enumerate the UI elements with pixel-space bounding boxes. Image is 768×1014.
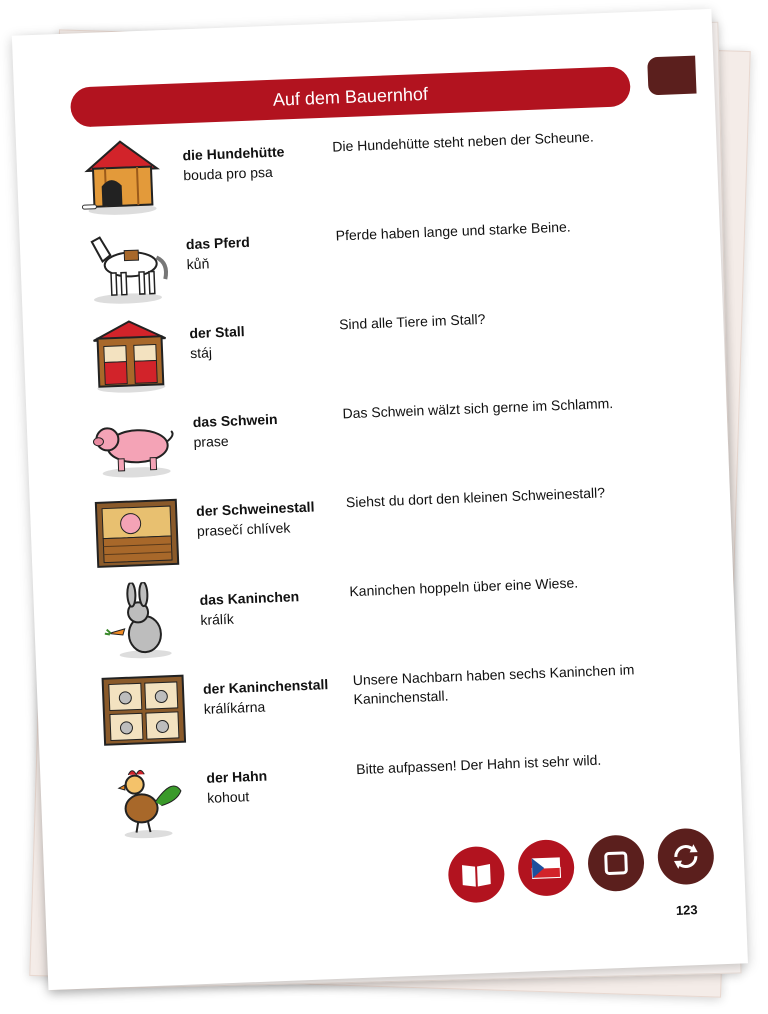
list-item [83, 294, 686, 397]
example-sentence: Bitte aufpassen! Der Hahn ist sehr wild. [355, 751, 602, 778]
action-buttons [447, 831, 729, 902]
czech-translation: prase [193, 432, 229, 451]
book-icon [447, 846, 505, 904]
czech-flag-icon [517, 839, 575, 897]
german-word: der Kaninchenstall [202, 676, 329, 697]
german-word: der Schweinestall [195, 498, 315, 520]
german-word: das Kaninchen [199, 588, 300, 608]
czech-translation: bouda pro psa [183, 163, 274, 184]
german-word: der Hahn [206, 767, 268, 786]
example-sentence: Sind alle Tiere im Stall? [338, 310, 486, 333]
pigsty-icon [90, 492, 185, 573]
pig-icon [86, 403, 181, 484]
list-item [86, 383, 689, 486]
example-sentence: Siehst du dort den kleinen Schweinestall? [345, 484, 606, 511]
stop-button[interactable] [587, 834, 645, 892]
language-button[interactable] [517, 839, 575, 897]
rooster-icon [100, 758, 195, 839]
rabbit-hutch-icon [96, 669, 191, 750]
czech-translation: králíkárna [203, 698, 266, 717]
german-word: die Hundehütte [182, 143, 285, 164]
page-tab-marker [647, 56, 696, 96]
list-item [100, 739, 703, 842]
doghouse-icon [76, 136, 171, 217]
vocabulary-page [12, 9, 748, 990]
refresh-icon [657, 827, 715, 885]
vocab-word [182, 141, 343, 183]
czech-translation: králík [200, 610, 235, 628]
rabbit-icon [93, 581, 188, 662]
vocab-word [189, 319, 350, 361]
german-word: der Stall [189, 323, 245, 342]
german-word: das Schwein [192, 410, 278, 431]
page-title: Auf dem Bauernhof [70, 66, 631, 127]
repeat-button[interactable] [657, 827, 715, 885]
example-sentence: Die Hundehütte steht neben der Scheune. [332, 128, 594, 155]
page-number: 123 [675, 902, 698, 918]
horse-icon [79, 225, 174, 306]
square-icon [587, 834, 645, 892]
vocab-word [192, 408, 353, 450]
vocab-word [196, 497, 357, 539]
example-sentence: Kaninchen hoppeln über eine Wiese. [349, 574, 579, 600]
vocab-word [203, 675, 364, 717]
czech-translation: kůň [186, 255, 210, 273]
example-sentence: Unsere Nachbarn haben sechs Kaninchen im Kaninchenstall. [352, 661, 635, 708]
vocab-word [206, 764, 367, 806]
example-sentence: Das Schwein wälzt sich gerne im Schlamm. [342, 394, 614, 422]
german-word: das Pferd [185, 233, 251, 253]
vocab-word [199, 586, 360, 628]
list-item [79, 205, 682, 308]
list-item [90, 472, 693, 575]
czech-translation: kohout [206, 788, 250, 806]
list-item [96, 650, 699, 753]
example-sentence: Pferde haben lange und starke Beine. [335, 218, 571, 244]
list-item [93, 561, 696, 664]
czech-translation: stáj [189, 344, 213, 362]
vocab-word [186, 230, 347, 272]
book-button[interactable] [447, 846, 505, 904]
list-item [76, 116, 679, 219]
czech-translation: prasečí chlívek [196, 519, 291, 540]
stable-icon [83, 314, 178, 395]
